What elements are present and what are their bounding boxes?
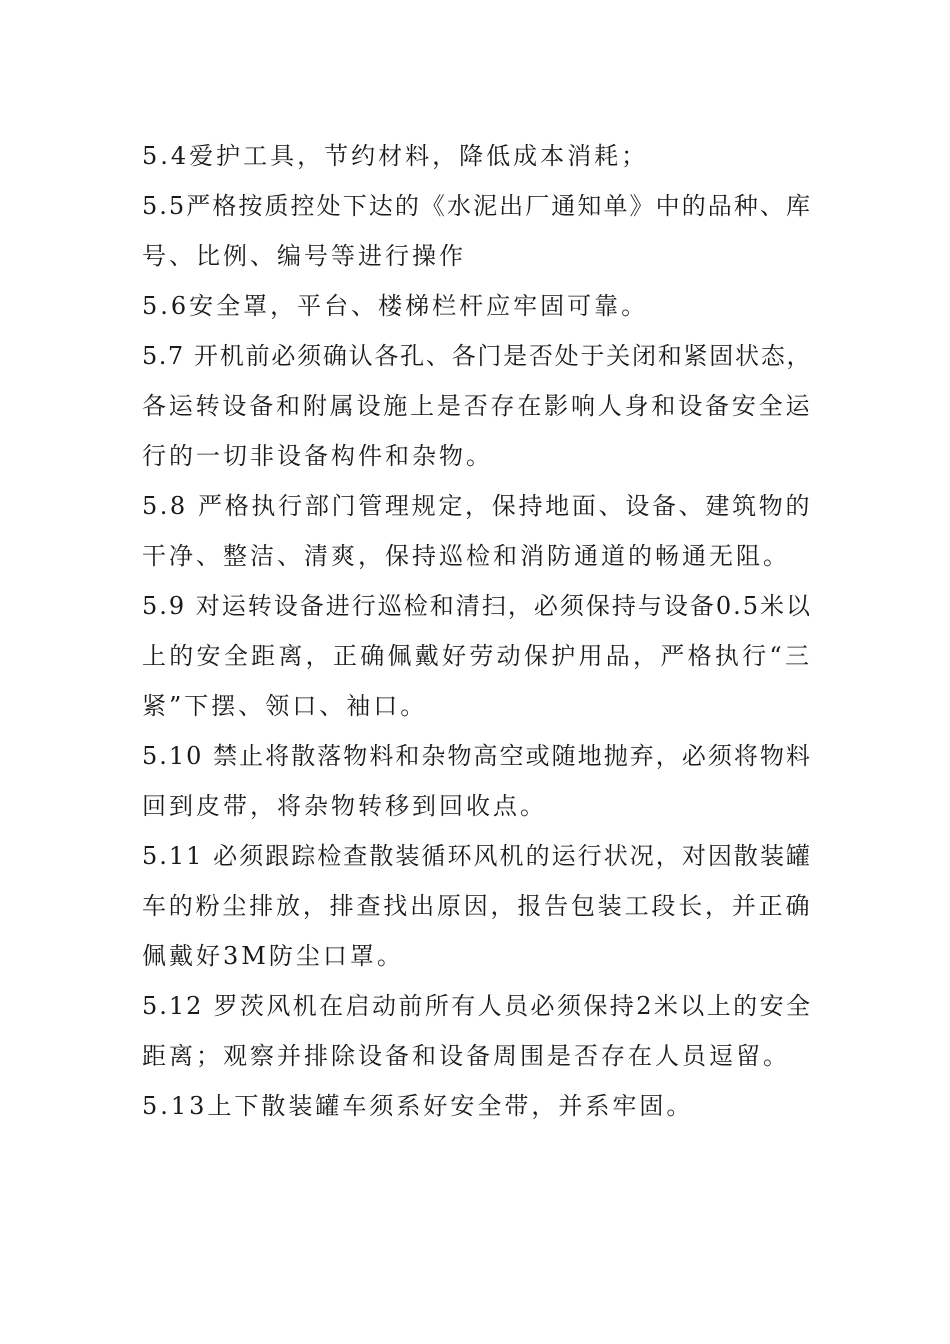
text-line-5-12a: 5.12 罗茨风机在启动前所有人员必须保持2米以上的安全 bbox=[142, 992, 812, 1020]
text-line-5-13: 5.13上下散装罐车须系好安全带，并系牢固。 bbox=[142, 1092, 694, 1120]
document-body bbox=[142, 131, 812, 1131]
text-line-5-9c: 紧”下摆、领口、袖口。 bbox=[142, 692, 428, 720]
text-line-5-11b: 车的粉尘排放，排查找出原因，报告包装工段长，并正确 bbox=[142, 892, 812, 920]
text-line-5-11c: 佩戴好3M防尘口罩。 bbox=[142, 942, 404, 970]
text-line-5-9b: 上的安全距离，正确佩戴好劳动保护用品，严格执行“三 bbox=[142, 642, 812, 670]
text-line-5-6: 5.6安全罩，平台、楼梯栏杆应牢固可靠。 bbox=[142, 292, 649, 320]
text-line-5-12b: 距离；观察并排除设备和设备周围是否存在人员逗留。 bbox=[142, 1042, 790, 1070]
text-line-5-9a: 5.9 对运转设备进行巡检和清扫，必须保持与设备0.5米以 bbox=[142, 592, 812, 620]
text-line-5-10b: 回到皮带，将杂物转移到回收点。 bbox=[142, 792, 547, 820]
text-line-5-5b: 号、比例、编号等进行操作 bbox=[142, 242, 466, 270]
text-line-5-11a: 5.11 必须跟踪检查散装循环风机的运行状况，对因散装罐 bbox=[142, 842, 812, 870]
text-line-5-4: 5.4爱护工具，节约材料，降低成本消耗； bbox=[142, 142, 649, 170]
text-line-5-7c: 行的一切非设备构件和杂物。 bbox=[142, 442, 493, 470]
text-line-5-10a: 5.10 禁止将散落物料和杂物高空或随地抛弃，必须将物料 bbox=[142, 742, 812, 770]
text-line-5-7b: 各运转设备和附属设施上是否存在影响人身和设备安全运 bbox=[142, 392, 812, 420]
text-line-5-7a: 5.7 开机前必须确认各孔、各门是否处于关闭和紧固状态， bbox=[142, 342, 812, 370]
text-line-5-8a: 5.8 严格执行部门管理规定，保持地面、设备、建筑物的 bbox=[142, 492, 812, 520]
text-line-5-8b: 干净、整洁、清爽，保持巡检和消防通道的畅通无阻。 bbox=[142, 542, 790, 570]
text-line-5-5a: 5.5严格按质控处下达的《水泥出厂通知单》中的品种、库 bbox=[142, 192, 812, 220]
